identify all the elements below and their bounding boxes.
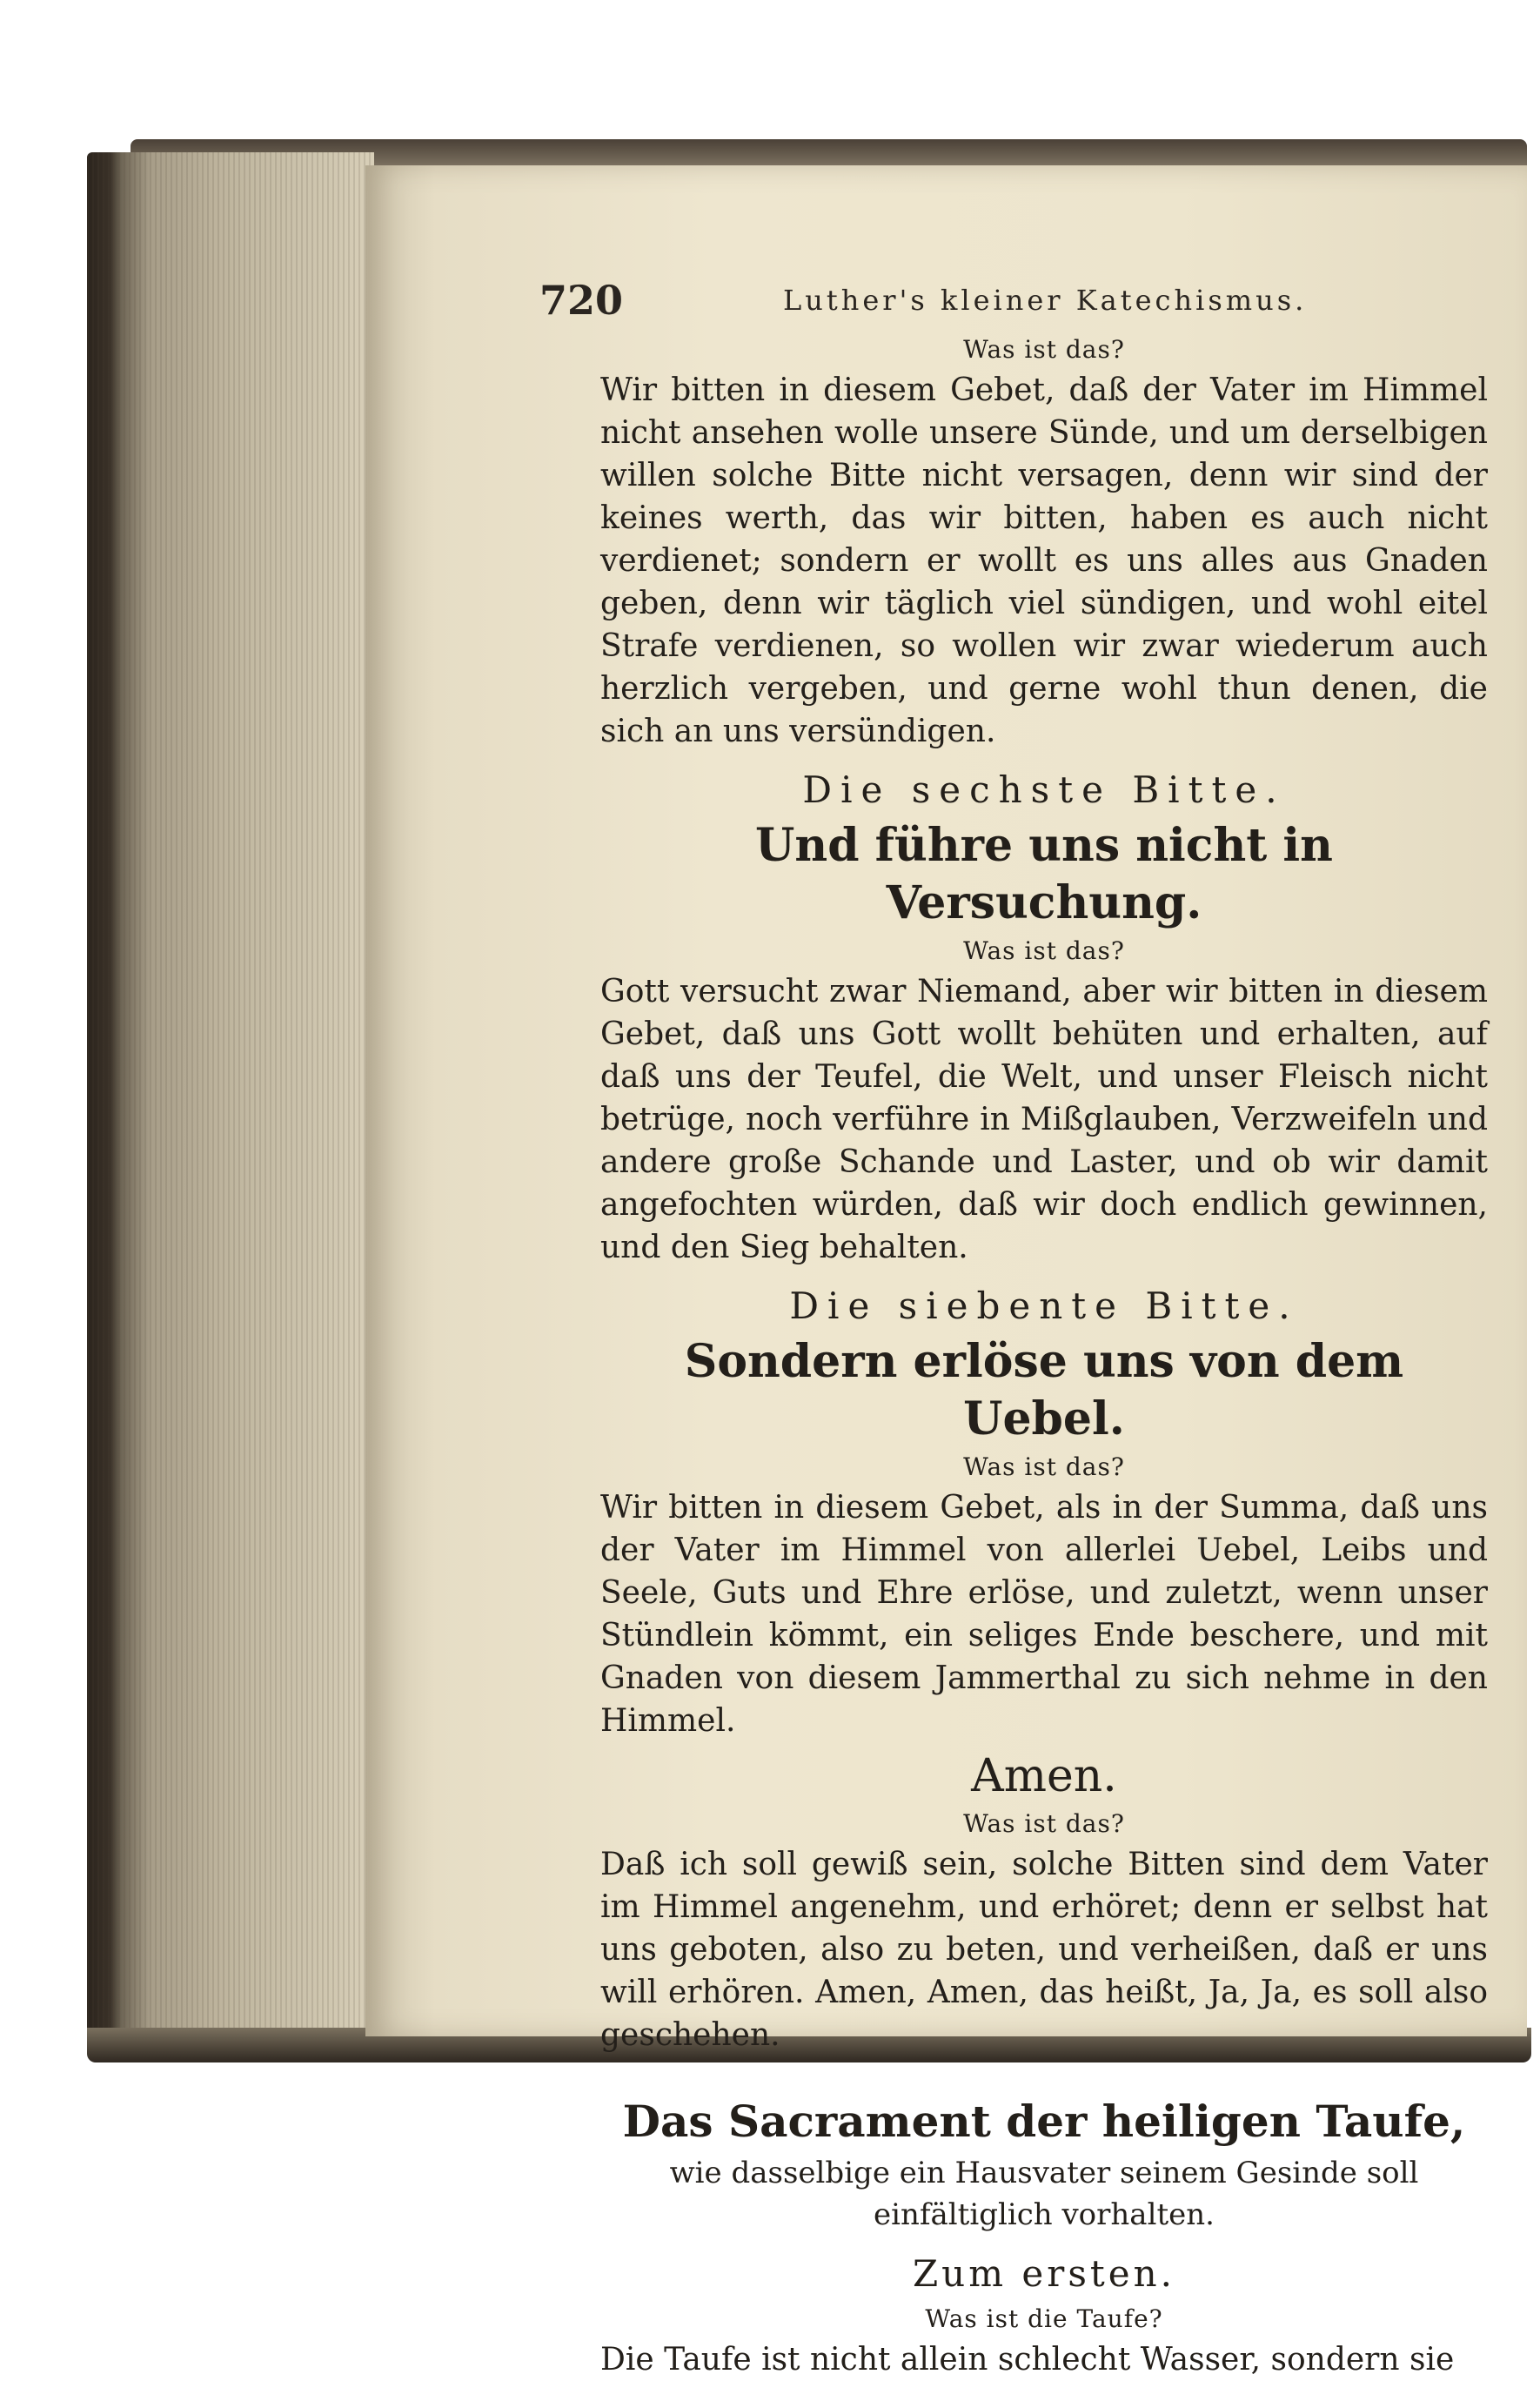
page-edge-lines [87,152,374,2049]
section-heading: Die siebente Bitte. [789,1284,1299,1327]
answer-line: Die Taufe ist nicht allein schlecht Wasser, sondern sie [600,2342,1455,2378]
page-header [539,277,1496,329]
amen-heading: Amen. [971,1750,1117,1802]
running-head: Luther's kleiner Katechismus. [783,284,1308,317]
question: Was ist das? [963,1809,1125,1838]
answer-paragraph: Wir bitten in diesem Gebet, als in der Summa, daß uns der Vater im Himmel von allerlei Uebel, Leibs und Seele, Guts und Ehre erlöse, und zuletzt, wenn unser Stündlein kömmt, ein seliges Ende beschere, und mit Gnaden von diesem Jammerthal zu sich nehme in den Himmel. [600,1490,1488,1739]
section-heading: Die sechste Bitte. [802,768,1286,811]
question: Was ist das? [963,1452,1125,1481]
section-heading: Zum ersten. [912,2252,1176,2295]
question: Was ist die Taufe? [925,2304,1163,2333]
page-number: 720 [539,277,624,324]
petition-text: Sondern erlöse uns von dem Uebel. [684,1335,1404,1445]
section-title: Das Sacrament der heiligen Taufe, [622,2096,1466,2147]
petition-text: Und führe uns nicht in Versuchung. [755,819,1333,929]
answer-paragraph: Wir bitten in diesem Gebet, daß der Vater im Himmel nicht ansehen wolle unsere Sünde, und um derselbigen willen solche Bitte nicht versagen, denn wir sind der keines werth, das wir bitten, haben es auch nicht verdienet; sondern er wollt es uns alles aus Gnaden geben, denn wir täglich viel sündigen, und wohl eitel Strafe verdienen, so wollen wir zwar wiederum auch herzlich vergeben, und gerne wohl thun denen, die sich an uns versündigen. [600,372,1488,749]
answer-paragraph: Gott versucht zwar Niemand, aber wir bitten in diesem Gebet, daß uns Gott wollt behüten und erhalten, auf daß uns der Teufel, die Welt, und unser Fleisch nicht betrüge, noch verführe in Mißglauben, Verzweifeln und andere große Schande und Laster, und ob wir damit angefochten würden, daß wir doch endlich gewinnen, und den Sieg behalten. [600,974,1488,1265]
question: Was ist das? [963,335,1125,364]
section-subtitle: wie dasselbige ein Hausvater seinem Gesinde soll einfältiglich vorhalten. [669,2156,1419,2232]
question: Was ist das? [963,936,1125,965]
book-page-edges [87,152,374,2049]
answer-paragraph: Daß ich soll gewiß sein, solche Bitten sind dem Vater im Himmel angenehm, und erhöret; denn er selbst hat uns geboten, also zu beten, und verheißen, daß er uns will erhören. Amen, Amen, das heißt, Ja, Ja, es soll also geschehen. [600,1847,1488,2053]
page-text [600,331,1488,2381]
